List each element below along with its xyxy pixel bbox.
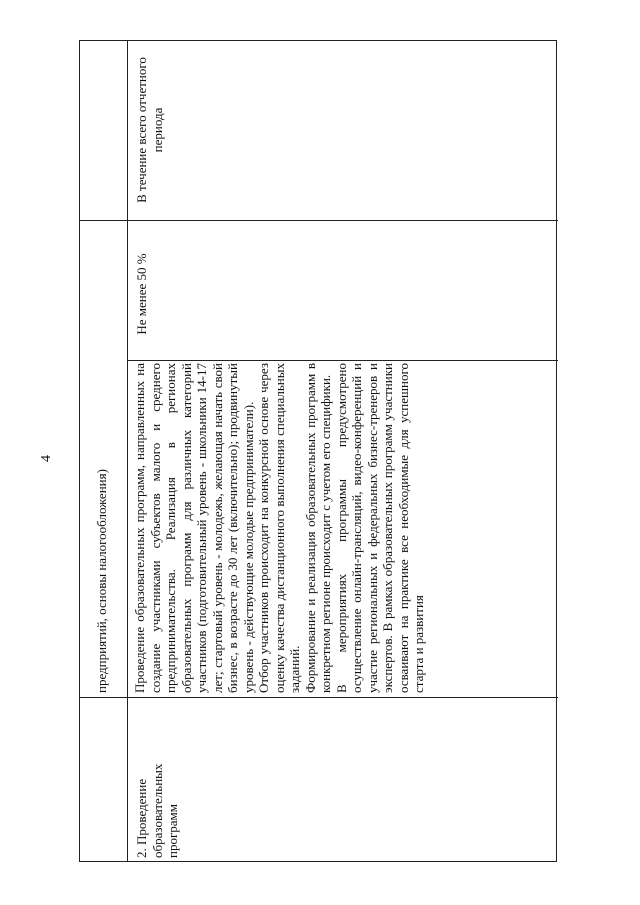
reporting-period: В течение всего отчетного периода xyxy=(134,57,165,203)
description-paragraph: В мероприятиях программы предусмотрено осуществление онлайн-трансляций, видео-конференций и участие региональных и федеральных бизнес-тренеров и экспертов. В рамках образовательных программ участники осваивают на практике все необходимые для успешного старта и развития xyxy=(333,363,426,693)
description-paragraph: Формирование и реализация образовательных программ в конкретном регионе происходит с учетом его специфики. xyxy=(302,363,333,693)
column-divider xyxy=(128,220,558,221)
table-row xyxy=(128,41,558,861)
measure-description xyxy=(132,363,427,693)
previous-row-continuation xyxy=(80,41,128,861)
column-divider xyxy=(128,360,558,361)
column-divider xyxy=(80,697,127,698)
rotated-table xyxy=(79,40,557,862)
measure-number-title: 2. Проведение образовательных программ xyxy=(134,763,180,858)
target-indicator: Не менее 50 % xyxy=(134,253,149,335)
continued-row-text: предприятий, основы налогообложения) xyxy=(94,469,109,693)
column-divider xyxy=(80,220,127,221)
column-divider xyxy=(128,697,558,698)
description-paragraph: Проведение образовательных программ, направленных на создание участниками субъектов малого и среднего предпринимательства. Реализация в регионах образовательных программ для различных категорий участников (подготовительный уровень - школьники 14-17 лет; стартовый уровень - молодежь, желающая начать свой бизнес, в возрасте до 30 лет (включительно); продвинутый уровень - действующие молодые предприниматели). xyxy=(132,363,256,693)
page-number: 4 xyxy=(39,455,54,462)
description-paragraph: Отбор участников происходит на конкурсной основе через оценку качества дистанционного выполнения специальных заданий. xyxy=(256,363,302,693)
